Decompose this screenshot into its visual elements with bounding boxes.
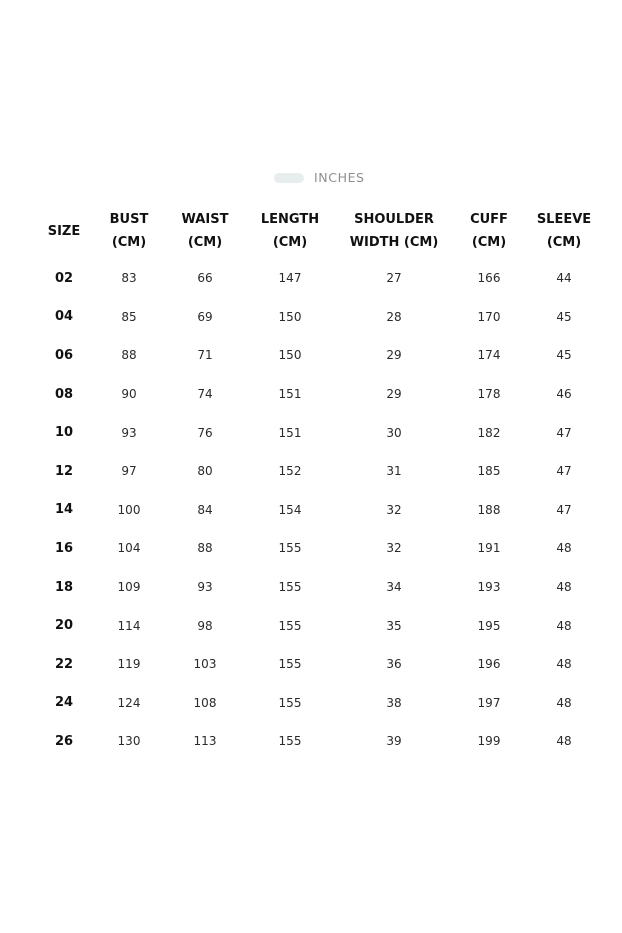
waist-cell: 69	[197, 309, 213, 324]
header-label: (CM)	[546, 235, 582, 250]
table-header	[34, 203, 604, 259]
bust-cell: 130	[117, 734, 141, 749]
shoulder-width-header	[334, 203, 454, 259]
shoulder-width-cell: 32	[386, 502, 402, 517]
sleeve-cell: 44	[556, 271, 572, 286]
shoulder-width-cell: 27	[386, 271, 402, 286]
shoulder-width-cell: 32	[386, 541, 402, 556]
bust-cell: 93	[121, 425, 137, 440]
waist-cell: 80	[197, 464, 213, 479]
sleeve-cell: 45	[556, 348, 572, 363]
sleeve-cell: 46	[556, 387, 572, 402]
size-cell: 06	[54, 347, 74, 363]
toggle-label-inches: INCHES	[314, 170, 365, 185]
table-row	[34, 722, 604, 761]
header-label: SIZE	[47, 223, 81, 239]
waist-cell: 88	[197, 541, 213, 556]
bust-cell: 85	[121, 309, 137, 324]
header-label: SLEEVE	[536, 212, 592, 227]
shoulder-width-cell: 31	[386, 464, 402, 479]
length-cell: 151	[278, 387, 302, 402]
length-cell: 150	[278, 309, 302, 324]
table-row	[34, 413, 604, 452]
size-cell: 20	[54, 618, 74, 634]
cuff-cell: 182	[477, 425, 501, 440]
sleeve-cell: 47	[556, 502, 572, 517]
cuff-cell: 166	[477, 271, 501, 286]
length-cell: 154	[278, 502, 302, 517]
size-cell: 02	[54, 270, 74, 286]
length-header	[246, 203, 334, 259]
cuff-cell: 196	[477, 657, 501, 672]
header-label: LENGTH	[260, 212, 320, 227]
waist-cell: 71	[197, 348, 213, 363]
waist-cell: 76	[197, 425, 213, 440]
sleeve-cell: 48	[556, 695, 572, 710]
header-label: WIDTH (CM)	[349, 235, 439, 250]
table-row	[34, 606, 604, 645]
cuff-cell: 199	[477, 734, 501, 749]
size-cell: 24	[54, 695, 74, 711]
sleeve-cell: 45	[556, 309, 572, 324]
bust-cell: 124	[117, 695, 141, 710]
table-row	[34, 375, 604, 414]
bust-cell: 88	[121, 348, 137, 363]
waist-cell: 103	[193, 657, 217, 672]
cuff-cell: 188	[477, 502, 501, 517]
size-cell: 14	[54, 502, 74, 518]
sleeve-cell: 47	[556, 464, 572, 479]
length-cell: 155	[278, 618, 302, 633]
header-label: CUFF	[470, 212, 508, 227]
shoulder-width-cell: 34	[386, 580, 402, 595]
header-label: SHOULDER	[354, 212, 434, 227]
header-row	[34, 203, 604, 259]
size-header	[34, 203, 94, 259]
cuff-cell: 191	[477, 541, 501, 556]
shoulder-width-cell: 38	[386, 695, 402, 710]
waist-cell: 98	[197, 618, 213, 633]
header-label: (CM)	[111, 235, 147, 250]
waist-cell: 74	[197, 387, 213, 402]
waist-cell: 84	[197, 502, 213, 517]
table-row	[34, 529, 604, 568]
table-row	[34, 336, 604, 375]
waist-cell: 113	[193, 734, 217, 749]
table-row	[34, 645, 604, 684]
shoulder-width-cell: 36	[386, 657, 402, 672]
table-body	[34, 259, 604, 761]
shoulder-width-cell: 29	[386, 387, 402, 402]
sleeve-cell: 48	[556, 580, 572, 595]
bust-cell: 83	[121, 271, 137, 286]
sleeve-cell: 48	[556, 618, 572, 633]
cuff-cell: 178	[477, 387, 501, 402]
bust-cell: 109	[117, 580, 141, 595]
length-cell: 155	[278, 657, 302, 672]
size-cell: 22	[54, 656, 74, 672]
waist-cell: 93	[197, 580, 213, 595]
shoulder-width-cell: 30	[386, 425, 402, 440]
length-cell: 155	[278, 541, 302, 556]
waist-cell: 108	[193, 695, 217, 710]
table-row	[34, 298, 604, 337]
header-label: (CM)	[272, 235, 308, 250]
waist-header	[164, 203, 246, 259]
bust-cell: 114	[117, 618, 141, 633]
bust-cell: 100	[117, 502, 141, 517]
length-cell: 155	[278, 695, 302, 710]
table-row	[34, 491, 604, 530]
length-cell: 147	[278, 271, 302, 286]
shoulder-width-cell: 29	[386, 348, 402, 363]
shoulder-width-cell: 35	[386, 618, 402, 633]
unit-toggle[interactable]	[274, 170, 365, 185]
sleeve-header	[524, 203, 604, 259]
bust-cell: 104	[117, 541, 141, 556]
size-cell: 12	[54, 463, 74, 479]
table-row	[34, 568, 604, 607]
header-label: (CM)	[471, 235, 507, 250]
table-row	[34, 259, 604, 298]
size-cell: 18	[54, 579, 74, 595]
size-cell: 26	[54, 733, 74, 749]
sleeve-cell: 48	[556, 657, 572, 672]
length-cell: 155	[278, 580, 302, 595]
shoulder-width-cell: 39	[386, 734, 402, 749]
waist-cell: 66	[197, 271, 213, 286]
shoulder-width-cell: 28	[386, 309, 402, 324]
cuff-header	[454, 203, 524, 259]
table-row	[34, 452, 604, 491]
length-cell: 152	[278, 464, 302, 479]
length-cell: 151	[278, 425, 302, 440]
table-row	[34, 684, 604, 723]
cuff-cell: 193	[477, 580, 501, 595]
sleeve-cell: 48	[556, 541, 572, 556]
cuff-cell: 195	[477, 618, 501, 633]
bust-cell: 90	[121, 387, 137, 402]
size-cell: 04	[54, 309, 74, 325]
toggle-switch[interactable]	[274, 173, 304, 183]
size-cell: 10	[54, 425, 74, 441]
size-cell: 16	[54, 540, 74, 556]
length-cell: 150	[278, 348, 302, 363]
length-cell: 155	[278, 734, 302, 749]
size-chart-table	[34, 203, 604, 761]
sleeve-cell: 48	[556, 734, 572, 749]
cuff-cell: 170	[477, 309, 501, 324]
sleeve-cell: 47	[556, 425, 572, 440]
header-label: WAIST	[181, 212, 229, 227]
bust-cell: 97	[121, 464, 137, 479]
header-label: BUST	[109, 212, 149, 227]
header-label: (CM)	[187, 235, 223, 250]
cuff-cell: 197	[477, 695, 501, 710]
bust-header	[94, 203, 164, 259]
cuff-cell: 174	[477, 348, 501, 363]
cuff-cell: 185	[477, 464, 501, 479]
size-cell: 08	[54, 386, 74, 402]
bust-cell: 119	[117, 657, 141, 672]
